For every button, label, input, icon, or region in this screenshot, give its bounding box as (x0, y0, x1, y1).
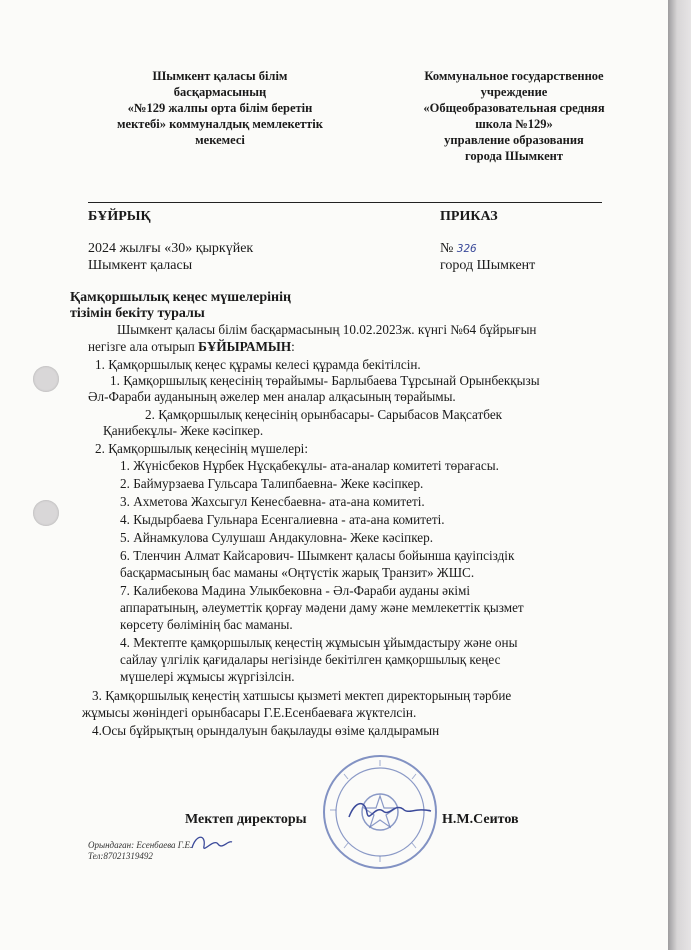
header-right-line: управление образования (444, 133, 584, 147)
header-divider (88, 202, 602, 203)
member-item: басқармасының бас маманы «Оңтүстік жарық Транзит» ЖШС. (120, 565, 475, 580)
header-right-line: учреждение (480, 85, 548, 99)
director-signature (345, 795, 435, 829)
subject-line: тізімін бекіту туралы (70, 306, 205, 321)
member-item: 4. Мектепте қамқоршылық кеңестің жұмысын ұйымдастыру және оны (120, 635, 518, 650)
intro-text: : (291, 339, 295, 354)
header-right (400, 68, 628, 164)
city-kz: Шымкент қаласы (88, 258, 193, 273)
paragraph: 1. Қамқоршылық кеңесінің төрайымы- Барлыбаева Тұрсынай Орынбекқызы (110, 373, 540, 388)
city-ru: город Шымкент (440, 258, 536, 273)
paragraph: 2. Қамқоршылық кеңесінің орынбасары- Сарыбасов Мақсатбек (145, 407, 503, 422)
header-right-line: «Общеобразовательная средняя (423, 101, 605, 115)
member-item: мүшелері жұмысы жүргізілсін. (120, 669, 295, 684)
header-right-line: школа №129» (475, 117, 553, 131)
header-left-line: Шымкент қаласы білім (152, 69, 288, 83)
paragraph: Қанибекұлы- Жеке кәсіпкер. (103, 423, 264, 438)
header-left-line: «№129 жалпы орта білім беретін (127, 101, 313, 115)
scan-edge (668, 0, 691, 950)
header-left-line: мекемесі (195, 133, 245, 147)
order-word: БҰЙЫРАМЫН (198, 339, 292, 354)
member-item: аппаратының, әлеуметтік қорғау мәдени даму және мемлекеттік қызмет (120, 600, 524, 615)
paragraph: 2. Қамқоршылық кеңесінің мүшелері: (95, 441, 309, 456)
intro-line (88, 339, 295, 355)
paragraph: 4.Осы бұйрықтың орындалуын бақылауды өзіме қалдырамын (92, 723, 440, 738)
number-label: № (440, 241, 454, 256)
title-kz: БҰЙРЫҚ (88, 209, 151, 224)
doc-number (440, 241, 477, 257)
member-item: 1. Жүнісбеков Нұрбек Нұсқабекұлы- ата-аналар комитеті төрағасы. (120, 458, 499, 473)
member-item: 2. Баймурзаева Гульсара Талипбаевна- Жеке кәсіпкер. (120, 476, 424, 491)
paragraph: Әл-Фараби ауданының әжелер мен аналар алқасының төрайымы. (88, 389, 456, 404)
intro-text: негізге ала отырып (88, 339, 199, 354)
member-item: 4. Кыдырбаева Гульнара Есенгалиевна - ата-ана комитеті. (120, 512, 445, 527)
executor-name: Орындаған: Есенбаева Г.Е. (88, 840, 193, 850)
paragraph: 1. Қамқоршылық кеңес құрамы келесі құрамда бекітілсін. (95, 357, 421, 372)
executor-signature (188, 830, 236, 858)
header-left-line: басқармасының (173, 85, 267, 99)
signature-position: Мектеп директоры (185, 812, 307, 827)
member-item: 3. Ахметова Жахсыгул Кенесбаевна- ата-ана комитеті. (120, 494, 425, 509)
member-item: 6. Тленчин Алмат Кайсарович- Шымкент қаласы бойынша қауіпсіздік (120, 548, 515, 563)
number-value: 326 (456, 242, 477, 255)
header-left-line: мектебі» коммуналдық мемлекеттік (117, 117, 323, 131)
punch-hole (33, 500, 59, 526)
signature-name: Н.М.Сеитов (442, 812, 519, 827)
punch-hole (33, 366, 59, 392)
member-item: 7. Калибекова Мадина Улыкбековна - Әл-Фараби ауданы әкімі (120, 583, 471, 598)
paragraph: 3. Қамқоршылық кеңестің хатшысы қызметі мектеп директорының тәрбие (92, 688, 512, 703)
doc-date: 2024 жылғы «30» қыркүйек (88, 241, 254, 256)
member-item: 5. Айнамкулова Сулушаш Андакуловна- Жеке кәсіпкер. (120, 530, 434, 545)
paragraph: жұмысы жөніндегі орынбасары Г.Е.Есенбаеваға жүктелсін. (82, 705, 417, 720)
member-item: көрсету бөлімінің бас маманы. (120, 617, 293, 632)
header-right-line: города Шымкент (465, 149, 563, 163)
member-item: сайлау үлгілік қағидалары негізінде бекітілген қамқоршылық кеңес (120, 652, 501, 667)
intro-line: Шымкент қаласы білім басқармасының 10.02.2023ж. күнгі №64 бұйрығын (117, 322, 537, 337)
subject-line: Қамқоршылық кеңес мүшелерінің (70, 290, 292, 305)
title-ru: ПРИКАЗ (440, 209, 498, 224)
header-right-line: Коммунальное государственное (424, 69, 604, 83)
executor-phone: Тел:87021319492 (88, 851, 153, 861)
header-left (110, 68, 330, 148)
